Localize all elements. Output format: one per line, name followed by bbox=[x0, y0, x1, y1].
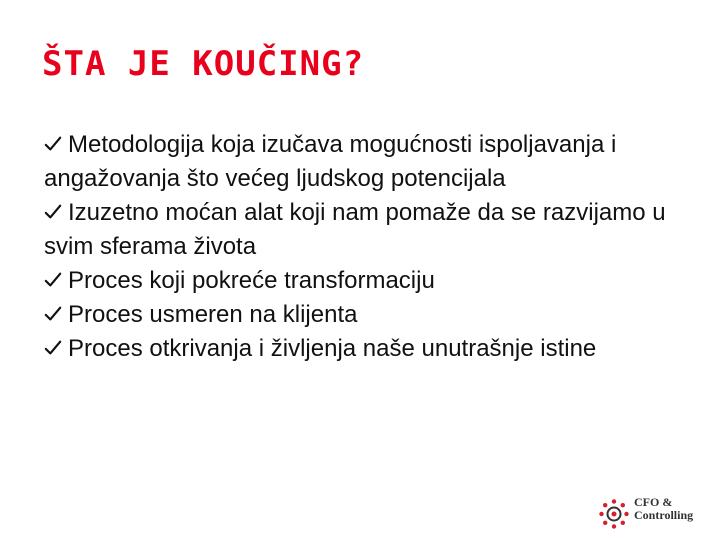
list-item-text: Izuzetno moćan alat koji nam pomaže da se razvijamo u svim sferama života bbox=[44, 199, 666, 260]
list-item-text: Proces otkrivanja i življenja naše unutrašnje istine bbox=[68, 335, 597, 362]
list-item bbox=[44, 298, 684, 332]
list-item-text: Metodologija koja izučava mogućnosti ispoljavanja i angažovanja što većeg ljudskog potencijala bbox=[44, 131, 617, 192]
bullet-list bbox=[44, 128, 684, 366]
list-item bbox=[44, 332, 684, 366]
slide-title: ŠTA JE KOUČING? bbox=[42, 44, 365, 84]
logo-line1: CFO & bbox=[634, 495, 673, 509]
list-item bbox=[44, 128, 684, 196]
checkmark-icon bbox=[44, 305, 62, 323]
list-item bbox=[44, 196, 684, 264]
cfo-controlling-logo bbox=[598, 492, 710, 534]
list-item bbox=[44, 264, 684, 298]
logo-line2: Controlling bbox=[634, 508, 694, 522]
checkmark-icon bbox=[44, 339, 62, 357]
checkmark-icon bbox=[44, 271, 62, 289]
list-item-text: Proces koji pokreće transformaciju bbox=[68, 267, 435, 294]
checkmark-icon bbox=[44, 135, 62, 153]
logo-wordmark bbox=[634, 496, 693, 522]
list-item-text: Proces usmeren na klijenta bbox=[68, 301, 358, 328]
checkmark-icon bbox=[44, 203, 62, 221]
logo-mark-icon bbox=[598, 498, 630, 530]
